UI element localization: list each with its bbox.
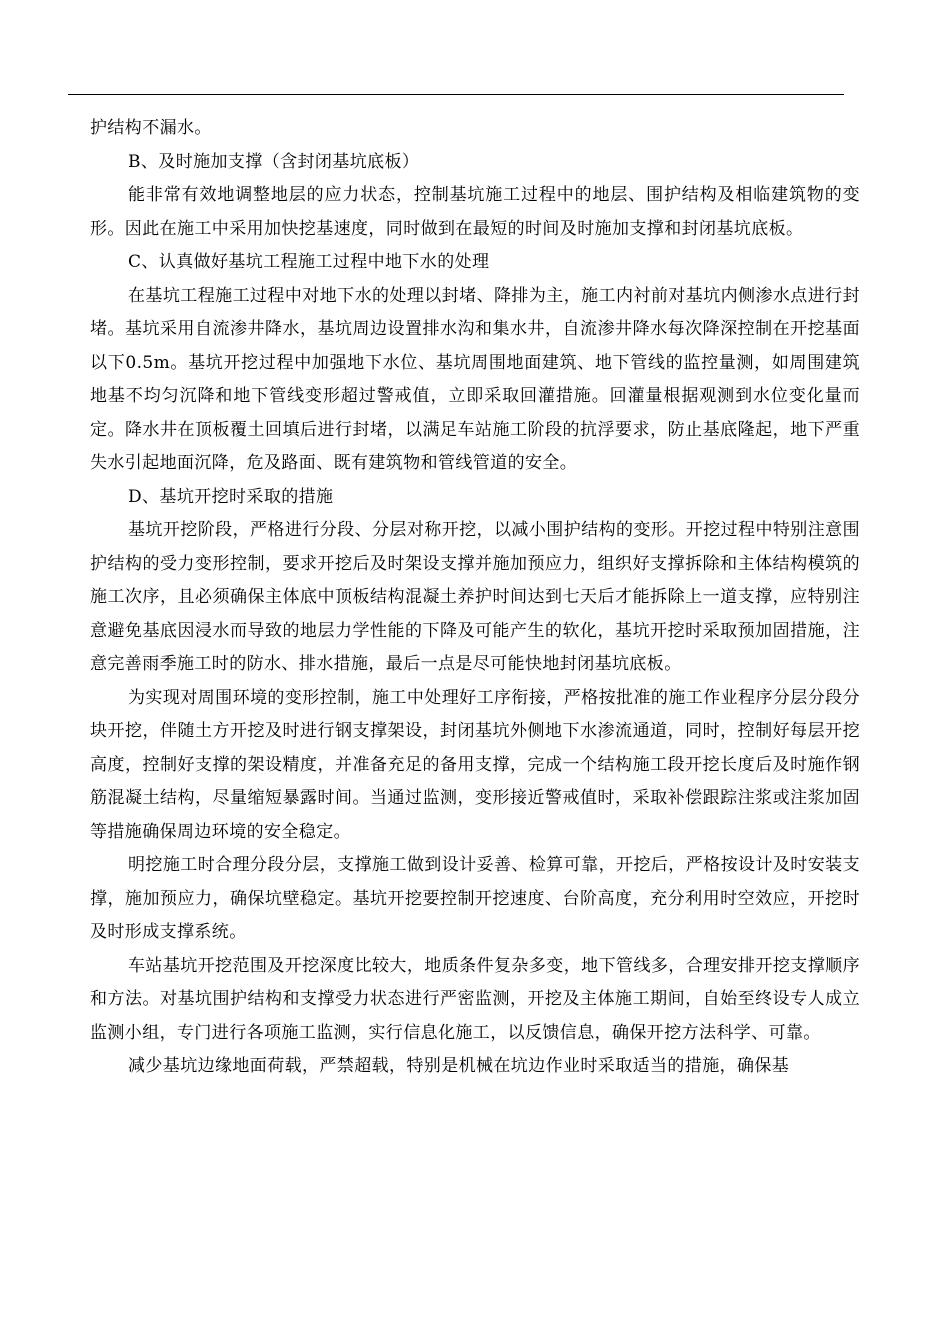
paragraph-excavation-stage: 基坑开挖阶段，严格进行分段、分层对称开挖，以减小围护结构的变形。开挖过程中特别注意围护结构的受力变形控制，要求开挖后及时架设支撑并施加预应力，组织好支撑拆除和主体结构模筑的施工次序，且必须确保主体底中顶板结构混凝土养护时间达到七天后才能拆除上一道支撑，应特别注意避免基底因浸水而导致的地层力学性能的下降及可能产生的软化，基坑开挖时采取预加固措施，注意完善雨季施工时的防水、排水措施，最后一点是尽可能快地封闭基坑底板。 <box>90 520 860 674</box>
paragraph-support: 能非常有效地调整地层的应力状态，控制基坑施工过程中的地层、围护结构及相临建筑物的变形。因此在施工中采用加快挖基速度，同时做到在最短的时间及时施加支撑和封闭基坑底板。 <box>90 185 860 239</box>
section-heading-c: C、认真做好基坑工程施工过程中地下水的处理 <box>128 252 490 272</box>
paragraph-open-cut: 明挖施工时合理分段分层，支撑施工做到设计妥善、检算可靠，开挖后，严格按设计及时安装支撑，施加预应力，确保坑壁稳定。基坑开挖要控制开挖速度、台阶高度，充分利用时空效应，开挖时及时形成支撑系统。 <box>90 855 860 942</box>
paragraph-groundwater: 在基坑工程施工过程中对地下水的处理以封堵、降排为主，施工内衬前对基坑内侧渗水点进行封堵。基坑采用自流渗井降水，基坑周边设置排水沟和集水井，自流渗井降水每次降深控制在开挖基面以下0.5m。基坑开挖过程中加强地下水位、基坑周围地面建筑、地下管线的监控量测，如周围建筑地基不均匀沉降和地下管线变形超过警戒值，立即采取回灌措施。回灌量根据观测到水位变化量而定。降水井在顶板覆土回填后进行封堵，以满足车站施工阶段的抗浮要求，防止基底隆起，地下严重失水引起地面沉降，危及路面、既有建筑物和管线管道的安全。 <box>90 285 860 473</box>
paragraph-deformation-control: 为实现对周围环境的变形控制，施工中处理好工序衔接，严格按批准的施工作业程序分层分段分块开挖，伴随土方开挖及时进行钢支撑架设，封闭基坑外侧地下水渗流通道，同时，控制好每层开挖高度，控制好支撑的架设精度，并准备充足的备用支撑，完成一个结构施工段开挖长度后及时施作钢筋混凝土结构，尽量缩短暴露时间。当通过监测，变形接近警戒值时，采取补偿跟踪注浆或注浆加固等措施确保周边环境的安全稳定。 <box>90 687 860 842</box>
paragraph-monitoring: 车站基坑开挖范围及开挖深度比较大，地质条件复杂多变，地下管线多，合理安排开挖支撑顺序和方法。对基坑围护结构和支撑受力状态进行严密监测，开挖及主体施工期间，自始至终设专人成立监测小组，专门进行各项施工监测，实行信息化施工，以反馈信息，确保开挖方法科学、可靠。 <box>90 955 860 1043</box>
section-heading-b: B、及时施加支撑（含封闭基坑底板） <box>128 151 420 172</box>
paragraph-continuation: 护结构不漏水。 <box>90 118 212 138</box>
section-heading-d: D、基坑开挖时采取的措施 <box>128 486 334 507</box>
header-rule <box>68 94 844 95</box>
document-body <box>90 112 860 1084</box>
paragraph-load-reduction: 减少基坑边缘地面荷载，严禁超载，特别是机械在坑边作业时采取适当的措施，确保基 <box>128 1056 790 1076</box>
